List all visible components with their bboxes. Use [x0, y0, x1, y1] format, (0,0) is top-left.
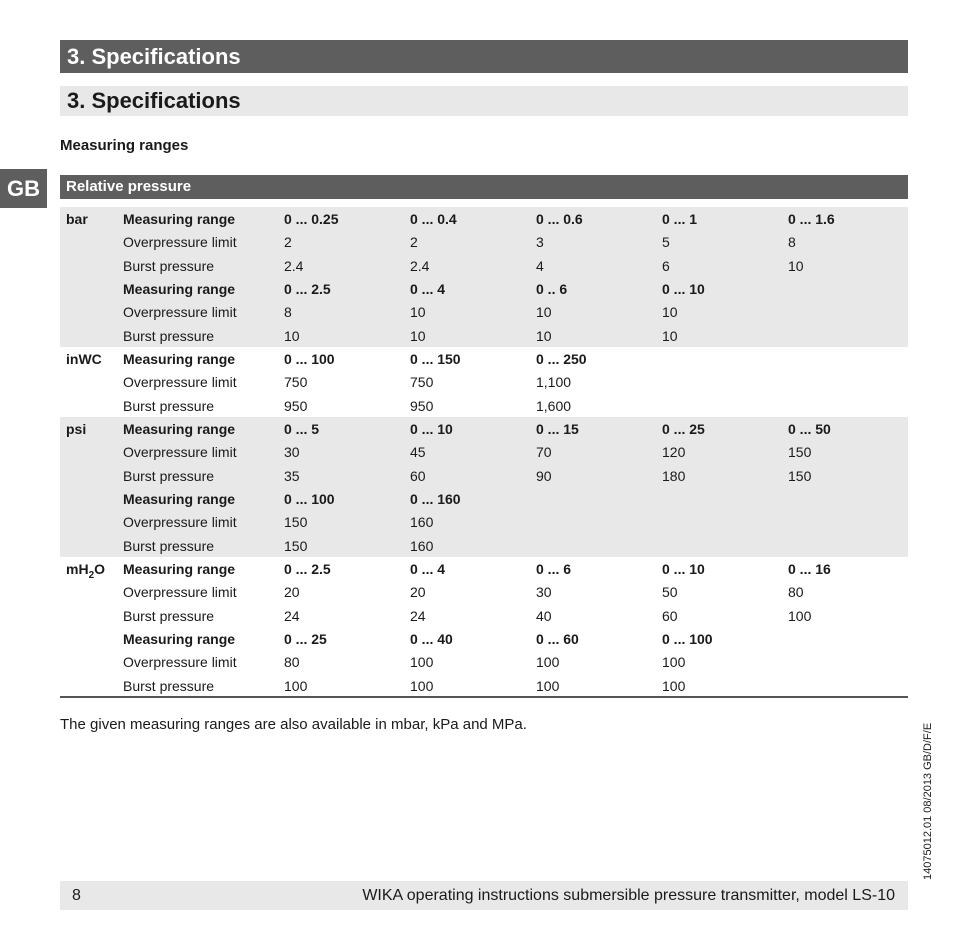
table-cell: 30 — [536, 584, 552, 601]
table-cell: 60 — [662, 607, 678, 624]
table-cell: 5 — [662, 234, 670, 251]
table-cell: 80 — [788, 584, 804, 601]
table-cell: 3 — [536, 234, 544, 251]
table-row — [60, 347, 908, 370]
unit-group — [60, 557, 908, 697]
table-cell: 35 — [284, 467, 300, 484]
table-cell: 10 — [788, 257, 804, 274]
row-label: Overpressure limit — [123, 304, 237, 321]
table-cell: 80 — [284, 654, 300, 671]
table-row — [60, 324, 908, 347]
table-cell: 0 ... 0.6 — [536, 211, 583, 227]
table-header — [60, 175, 908, 199]
row-label: Burst pressure — [123, 397, 215, 414]
row-label: Burst pressure — [123, 257, 215, 274]
table-row — [60, 464, 908, 487]
table-row — [60, 207, 908, 230]
table-cell: 0 ... 0.4 — [410, 211, 457, 227]
row-label: Measuring range — [123, 350, 236, 367]
table-row — [60, 277, 908, 300]
row-label: Overpressure limit — [123, 584, 237, 601]
table-cell: 120 — [662, 444, 686, 461]
table-cell: 0 ... 10 — [410, 420, 453, 437]
row-label: Burst pressure — [123, 607, 215, 624]
row-label: Overpressure limit — [123, 514, 237, 531]
table-cell: 0 ... 10 — [662, 280, 705, 297]
table-cell: 0 ... 0.25 — [284, 211, 339, 227]
table-cell: 100 — [410, 677, 434, 694]
table-row — [60, 440, 908, 463]
table-row — [60, 254, 908, 277]
table-cell: 20 — [410, 584, 426, 601]
row-label: Overpressure limit — [123, 654, 237, 671]
footer-text: WIKA operating instructions submersible pressure transmitter, model LS-10 — [362, 887, 895, 904]
table-cell: 950 — [284, 397, 308, 414]
note-text: The given measuring ranges are also available in mbar, kPa and MPa. — [60, 716, 527, 733]
unit-label: bar — [66, 211, 88, 227]
row-label: Burst pressure — [123, 327, 215, 344]
table-cell: 0 ... 250 — [536, 350, 587, 367]
table-row — [60, 580, 908, 603]
table-cell: 6 — [662, 257, 670, 274]
table-row — [60, 557, 908, 580]
table-cell: 150 — [284, 514, 308, 531]
table-cell: 10 — [662, 304, 678, 321]
table-cell: 2 — [410, 234, 418, 251]
table-row — [60, 627, 908, 650]
table-row — [60, 487, 908, 510]
table-cell: 180 — [662, 467, 686, 484]
table-cell: 30 — [284, 444, 300, 461]
table-cell: 4 — [536, 257, 544, 274]
table-cell: 10 — [284, 327, 300, 344]
unit-group — [60, 417, 908, 557]
table-cell: 1,600 — [536, 397, 572, 414]
table-row — [60, 510, 908, 533]
table-cell: 0 ... 1.6 — [788, 211, 835, 227]
section-header-dark — [60, 40, 908, 73]
table-row — [60, 230, 908, 253]
table-cell: 0 ... 100 — [284, 490, 335, 507]
table-cell: 0 ... 16 — [788, 560, 831, 577]
table-cell: 0 ... 50 — [788, 420, 831, 437]
table-cell: 70 — [536, 444, 552, 461]
table-cell: 60 — [410, 467, 426, 484]
table-cell: 1,100 — [536, 374, 572, 391]
table-cell: 90 — [536, 467, 552, 484]
row-label: Burst pressure — [123, 537, 215, 554]
table-cell: 100 — [788, 607, 812, 624]
table-cell: 160 — [410, 514, 434, 531]
table-cell: 100 — [284, 677, 308, 694]
table-cell: 0 ... 150 — [410, 350, 461, 367]
table-cell: 100 — [662, 677, 686, 694]
table-cell: 950 — [410, 397, 434, 414]
table-cell: 0 ... 25 — [284, 630, 327, 647]
table-cell: 2.4 — [284, 257, 304, 274]
unit-group — [60, 347, 908, 417]
table-row — [60, 417, 908, 440]
table-cell: 2 — [284, 234, 292, 251]
table-cell: 0 ... 4 — [410, 560, 446, 577]
table-cell: 45 — [410, 444, 426, 461]
table-cell: 0 ... 5 — [284, 420, 320, 437]
table-cell: 0 ... 25 — [662, 420, 705, 437]
table-cell: 0 ... 6 — [536, 560, 572, 577]
table-cell: 150 — [284, 537, 308, 554]
table-cell: 24 — [284, 607, 300, 624]
table-cell: 0 ... 4 — [410, 280, 446, 297]
row-label: Measuring range — [123, 280, 236, 297]
unit-group — [60, 207, 908, 347]
table-cell: 0 ... 15 — [536, 420, 579, 437]
spec-table — [60, 207, 908, 697]
table-cell: 20 — [284, 584, 300, 601]
table-cell: 10 — [662, 327, 678, 344]
table-cell: 0 ... 10 — [662, 560, 705, 577]
table-cell: 150 — [788, 444, 812, 461]
table-cell: 750 — [284, 374, 308, 391]
row-label: Measuring range — [123, 560, 236, 577]
row-label: Measuring range — [123, 630, 236, 647]
unit-label: psi — [66, 420, 87, 437]
table-cell: 0 .. 6 — [536, 280, 568, 297]
row-label: Burst pressure — [123, 467, 215, 484]
section-title-secondary: 3. Specifications — [67, 88, 241, 113]
table-row — [60, 394, 908, 417]
table-cell: 0 ... 1 — [662, 211, 698, 227]
table-cell: 150 — [788, 467, 812, 484]
table-cell: 750 — [410, 374, 434, 391]
row-label: Overpressure limit — [123, 444, 237, 461]
table-cell: 2.4 — [410, 257, 430, 274]
document-code: 14075012.01 08/2013 GB/D/F/E — [922, 722, 934, 880]
table-cell: 40 — [536, 607, 552, 624]
row-label: Measuring range — [123, 490, 236, 507]
table-cell: 0 ... 100 — [284, 350, 335, 367]
row-label: Measuring range — [123, 211, 236, 227]
table-cell: 10 — [536, 304, 552, 321]
table-cell: 0 ... 160 — [410, 490, 461, 507]
table-row — [60, 370, 908, 393]
table-cell: 10 — [536, 327, 552, 344]
subheading: Measuring ranges — [60, 137, 189, 154]
table-row — [60, 604, 908, 627]
table-cell: 160 — [410, 537, 434, 554]
table-cell: 8 — [788, 234, 796, 251]
table-title: Relative pressure — [66, 178, 192, 195]
table-cell: 0 ... 100 — [662, 630, 713, 647]
table-row — [60, 534, 908, 557]
section-title: 3. Specifications — [67, 44, 241, 69]
language-tab: GB — [0, 169, 47, 208]
table-cell: 100 — [410, 654, 434, 671]
table-cell: 10 — [410, 304, 426, 321]
page-number: 8 — [72, 887, 81, 904]
table-bottom-rule — [60, 696, 908, 698]
table-cell: 0 ... 40 — [410, 630, 453, 647]
table-cell: 100 — [536, 654, 560, 671]
table-cell: 0 ... 2.5 — [284, 560, 331, 577]
table-cell: 0 ... 60 — [536, 630, 579, 647]
table-row — [60, 300, 908, 323]
table-cell: 100 — [536, 677, 560, 694]
table-row — [60, 650, 908, 673]
table-row — [60, 674, 908, 697]
unit-label: inWC — [66, 350, 102, 367]
table-cell: 24 — [410, 607, 426, 624]
table-cell: 100 — [662, 654, 686, 671]
page-footer — [60, 881, 908, 910]
row-label: Burst pressure — [123, 677, 215, 694]
table-cell: 0 ... 2.5 — [284, 280, 331, 297]
table-cell: 8 — [284, 304, 292, 321]
row-label: Overpressure limit — [123, 374, 237, 391]
row-label: Overpressure limit — [123, 234, 237, 251]
table-cell: 10 — [410, 327, 426, 344]
section-header-light — [60, 86, 908, 116]
table-cell: 50 — [662, 584, 678, 601]
unit-label: $mH_2O$ — [66, 560, 106, 581]
row-label: Measuring range — [123, 420, 236, 437]
